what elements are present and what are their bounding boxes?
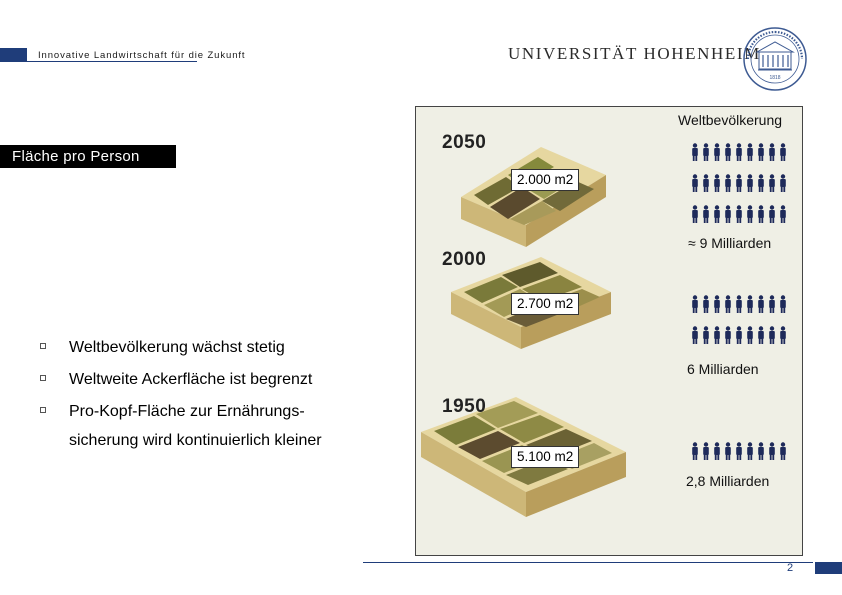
field-plot-2050: [461, 147, 606, 247]
footer-rule: [363, 562, 813, 563]
area-box-2000: 2.700 m2: [511, 293, 579, 315]
year-label-2000: 2000: [442, 249, 487, 270]
header-accent-block: [0, 48, 27, 62]
page-number: 2: [787, 562, 794, 574]
slide-label: Fläche pro Person: [0, 145, 176, 168]
population-text-1950: 2,8 Milliarden: [686, 473, 770, 489]
bullet-text: Pro-Kopf-Fläche zur Ernährungs-: [69, 403, 305, 420]
bullet-text: Weltweite Ackerfläche ist begrenzt: [69, 371, 313, 388]
bullet-text: sicherung wird kontinuierlich kleiner: [69, 432, 322, 449]
header-subtitle: Innovative Landwirtschaft für die Zukunft: [38, 50, 246, 61]
population-title: Weltbevölkerung: [678, 112, 783, 128]
header-rule: [27, 61, 197, 62]
bullet-marker: [40, 407, 46, 413]
population-text-2050: ≈ 9 Milliarden: [688, 235, 772, 251]
year-label-2050: 2050: [442, 132, 487, 153]
bullet-text: Weltbevölkerung wächst stetig: [69, 339, 285, 356]
svg-text:1818: 1818: [769, 75, 781, 81]
population-text-2000: 6 Milliarden: [687, 361, 759, 377]
bullet-marker: [40, 375, 46, 381]
population-icons-2000: [692, 295, 786, 344]
footer-accent-block: [815, 562, 842, 574]
university-name: UNIVERSITÄT HOHENHEIM: [508, 44, 761, 63]
year-label-1950: 1950: [442, 396, 487, 417]
land-per-person-figure: [415, 106, 803, 556]
population-icons-1950: [692, 442, 786, 460]
bullet-marker: [40, 343, 46, 349]
population-icons-2050: [692, 143, 786, 223]
university-seal-logo: [742, 26, 808, 92]
area-box-1950: 5.100 m2: [511, 446, 579, 468]
area-box-2050: 2.000 m2: [511, 169, 579, 191]
